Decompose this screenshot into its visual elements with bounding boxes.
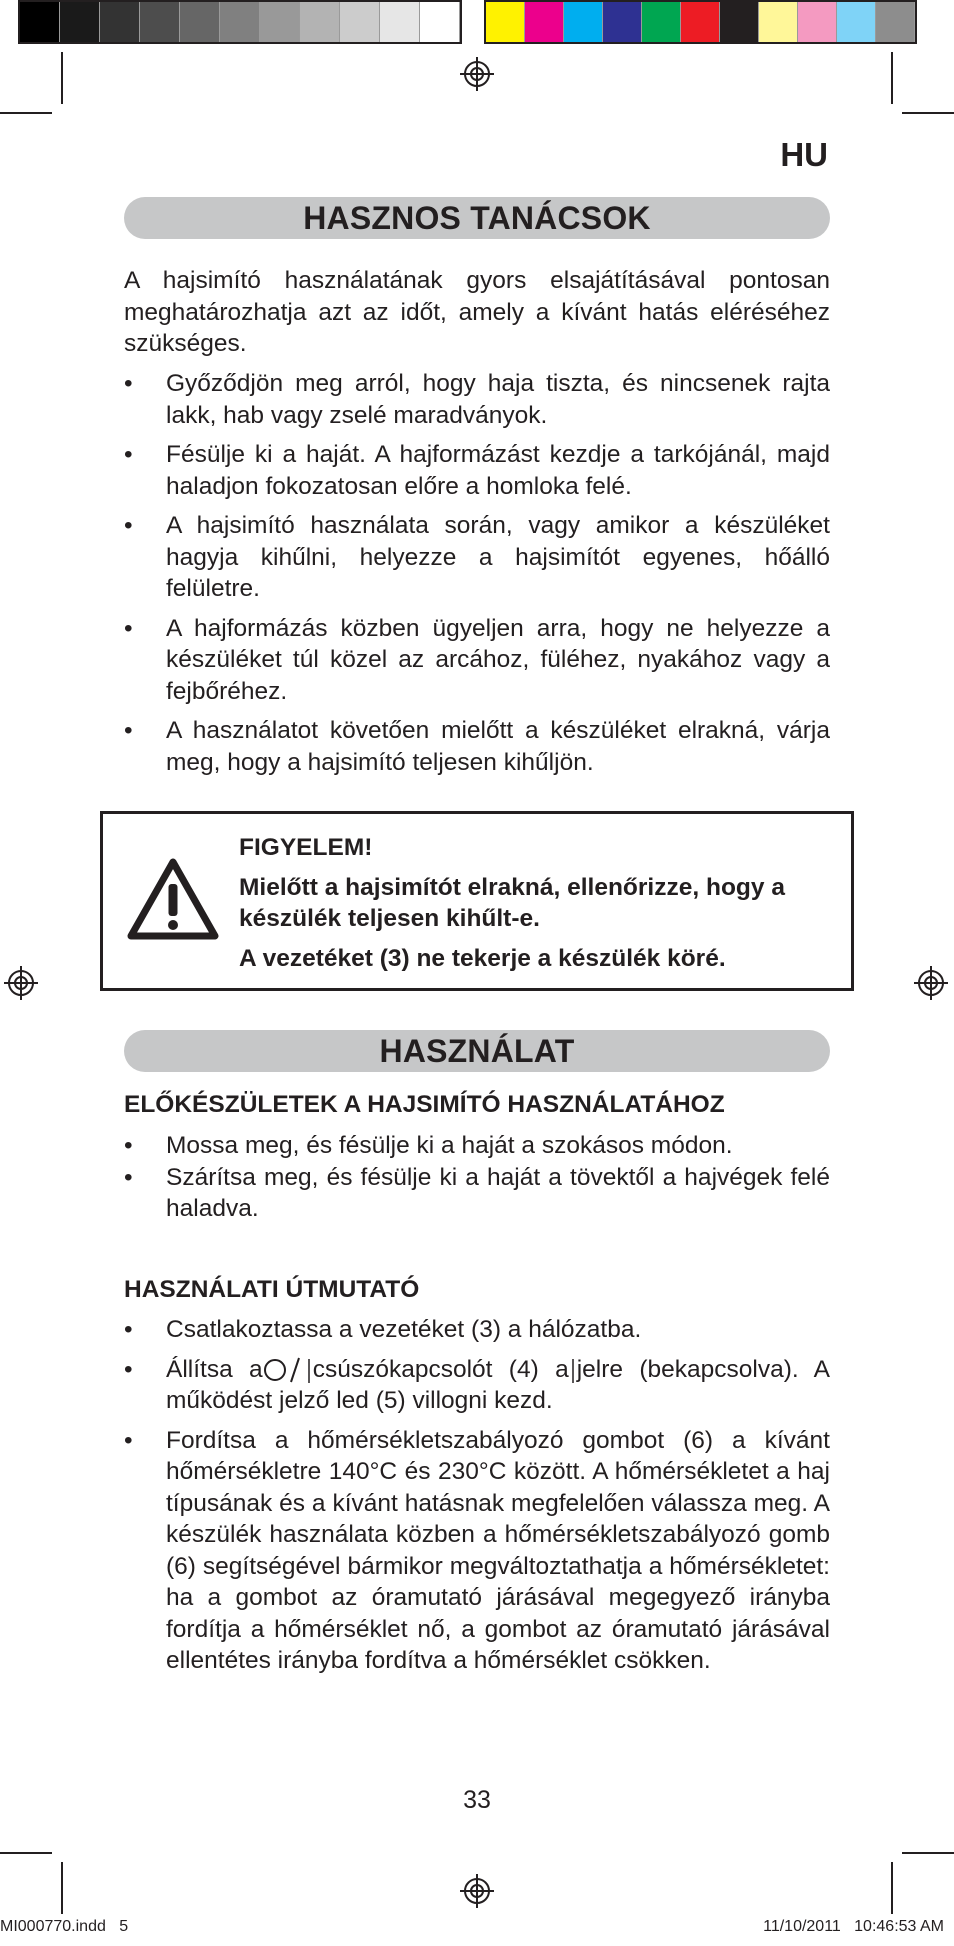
process-color-bar bbox=[484, 0, 917, 44]
list-item-text: jelre (bekapcsolva). A működést jelző led (5) villogni kezd. bbox=[166, 1355, 830, 1415]
list-item-text: A használatot követően mielőtt a készüléket elrakná, várja meg, hogy a hajsimító teljesen kihűljön. bbox=[166, 717, 830, 776]
power-on-symbol-icon bbox=[569, 1355, 577, 1385]
color-swatch bbox=[380, 2, 420, 42]
color-swatch bbox=[720, 2, 759, 42]
color-swatch bbox=[420, 2, 460, 42]
slug-date: 11/10/2011 10:46:53 AM bbox=[763, 1918, 944, 1935]
list-item: • A hajsimító használata során, vagy amikor a készüléket hagyja kihűlni, helyezze a hajsimítót egyenes, hőálló felületre. bbox=[124, 512, 830, 602]
list-item-text: Győződjön meg arról, hogy haja tiszta, és nincsenek rajta lakk, hab vagy zselé maradványok. bbox=[166, 370, 830, 429]
list-item-text: Fésülje ki a haját. A hajformázást kezdje a tarkójánál, majd haladjon fokozatosan előre a homloka felé. bbox=[166, 441, 830, 500]
list-item: • A hajformázás közben ügyeljen arra, hogy ne helyezze a készüléket túl közel az arcához, füléhez, nyakához vagy a fejbőréhez. bbox=[124, 614, 830, 705]
color-swatch bbox=[603, 2, 642, 42]
color-swatch bbox=[140, 2, 180, 42]
warning-line: Mielőtt a hajsimítót elrakná, ellenőrizze, hogy a készülék teljesen kihűlt-e. bbox=[239, 873, 785, 932]
color-swatch bbox=[300, 2, 340, 42]
list-item: • A használatot követően mielőtt a készüléket elrakná, várja meg, hogy a hajsimító teljesen kihűljön. bbox=[124, 717, 830, 776]
power-off-on-symbol-icon bbox=[263, 1355, 313, 1385]
crop-mark bbox=[61, 1862, 63, 1914]
color-swatch bbox=[60, 2, 100, 42]
color-swatch bbox=[260, 2, 300, 42]
list-item-text: Állítsa a bbox=[166, 1355, 263, 1383]
list-item: • Mossa meg, és fésülje ki a haját a szokásos módon. bbox=[124, 1132, 733, 1159]
color-swatch bbox=[525, 2, 564, 42]
list-item-text: Mossa meg, és fésülje ki a haját a szokásos módon. bbox=[166, 1132, 733, 1159]
color-swatch bbox=[220, 2, 260, 42]
list-item-text: Fordítsa a hőmérsékletszabályozó gombot (6) a kívánt hőmérsékletre 140°C és 230°C között. A hőmérsékletet a haj típusának és a kívánt hatásnak megfelelően válassza meg. A készülék használata közben a hőmérsékletszabályozó gomb (6) segítségével bármikor megváltoztathatja a hőmérsékletet: ha a gombot az óramutató járásával megegyező irányba fordítja a hőmérséklet nő, a gombot az óramutató járásával ellentétes irányba fordítva a hőmérséklet csökken. bbox=[166, 1426, 830, 1675]
registration-mark-icon bbox=[4, 966, 38, 1000]
crop-mark bbox=[902, 1852, 954, 1854]
tips-list bbox=[124, 368, 830, 778]
subheading-preparation: ELŐKÉSZÜLETEK A HAJSIMÍTÓ HASZNÁLATÁHOZ bbox=[124, 1091, 725, 1118]
warning-title: FIGYELEM! bbox=[239, 834, 373, 861]
registration-mark-icon bbox=[460, 57, 494, 91]
crop-mark bbox=[891, 1862, 893, 1914]
list-item: • Állítsa a csúszókapcsolót (4) a jelre (bekapcsolva). A működést jelző led (5) villogni kezd. bbox=[124, 1355, 830, 1415]
crop-mark bbox=[902, 112, 954, 114]
color-swatch bbox=[180, 2, 220, 42]
list-item-text: Csatlakoztassa a vezetéket (3) a hálózatba. bbox=[166, 1316, 642, 1343]
list-item-text: Szárítsa meg, és fésülje ki a haját a tövektől a hajvégek felé haladva. bbox=[166, 1163, 830, 1222]
list-item: • Győződjön meg arról, hogy haja tiszta, és nincsenek rajta lakk, hab vagy zselé maradványok. bbox=[124, 370, 830, 429]
color-swatch bbox=[564, 2, 603, 42]
warning-line: A vezetéket (3) ne tekerje a készülék köré. bbox=[239, 944, 726, 972]
list-item-text: A hajsimító használata során, vagy amikor a készüléket hagyja kihűlni, helyezze a hajsimítót egyenes, hőálló felületre. bbox=[166, 512, 830, 602]
instructions-list bbox=[124, 1314, 830, 1677]
list-item-text: A hajformázás közben ügyeljen arra, hogy ne helyezze a készüléket túl közel az arcához, füléhez, nyakához vagy a fejbőréhez. bbox=[166, 614, 830, 705]
list-item: • Csatlakoztassa a vezetéket (3) a hálózatba. bbox=[124, 1316, 642, 1343]
color-swatch bbox=[20, 2, 60, 42]
warning-box bbox=[100, 811, 854, 991]
crop-mark bbox=[0, 1852, 52, 1854]
warning-text bbox=[239, 832, 839, 982]
color-swatch bbox=[759, 2, 798, 42]
color-swatch bbox=[837, 2, 876, 42]
color-swatch bbox=[486, 2, 525, 42]
slug-file-name: MI000770.indd 5 bbox=[0, 1918, 129, 1935]
list-item-text: csúszókapcsolót (4) a bbox=[312, 1355, 569, 1383]
warning-triangle-icon bbox=[125, 856, 221, 942]
intro-paragraph: A hajsimító használatának gyors elsajátításával pontosan meghatározhatja azt az időt, amely a kívánt hatás eléréséhez szükséges. bbox=[124, 267, 830, 357]
color-swatch bbox=[681, 2, 720, 42]
list-item: • Fésülje ki a haját. A hajformázást kezdje a tarkójánál, majd haladjon fokozatosan előre a homloka felé. bbox=[124, 441, 830, 500]
list-item: • Fordítsa a hőmérsékletszabályozó gombot (6) a kívánt hőmérsékletre 140°C és 230°C között. A hőmérsékletet a haj típusának és a kívánt hatásnak megfelelően válassza meg. A készülék használata közben a hőmérsékletszabályozó gomb (6) segítségével bármikor megváltoztathatja a hőmérsékletet: ha a gombot az óramutató járásával megegyező irányba fordítja a hőmérséklet nő, a gombot az óramutató járásával ellentétes irányba fordítva a hőmérséklet csökken. bbox=[124, 1426, 830, 1675]
color-swatch bbox=[100, 2, 140, 42]
language-code: HU bbox=[780, 136, 828, 173]
crop-mark bbox=[61, 52, 63, 104]
color-swatch bbox=[798, 2, 837, 42]
color-swatch bbox=[876, 2, 915, 42]
subheading-instructions: HASZNÁLATI ÚTMUTATÓ bbox=[124, 1276, 420, 1303]
section-title-tips: HASZNOS TANÁCSOK bbox=[124, 197, 830, 239]
registration-mark-icon bbox=[460, 1874, 494, 1908]
section-title-usage: HASZNÁLAT bbox=[124, 1030, 830, 1072]
crop-mark bbox=[891, 52, 893, 104]
registration-mark-icon bbox=[914, 966, 948, 1000]
preparation-list bbox=[124, 1130, 830, 1225]
list-item: • Szárítsa meg, és fésülje ki a haját a tövektől a hajvégek felé haladva. bbox=[124, 1163, 830, 1222]
color-swatch bbox=[340, 2, 380, 42]
grayscale-color-bar bbox=[18, 0, 462, 44]
crop-mark bbox=[0, 112, 52, 114]
color-swatch bbox=[642, 2, 681, 42]
page-number: 33 bbox=[463, 1786, 491, 1814]
